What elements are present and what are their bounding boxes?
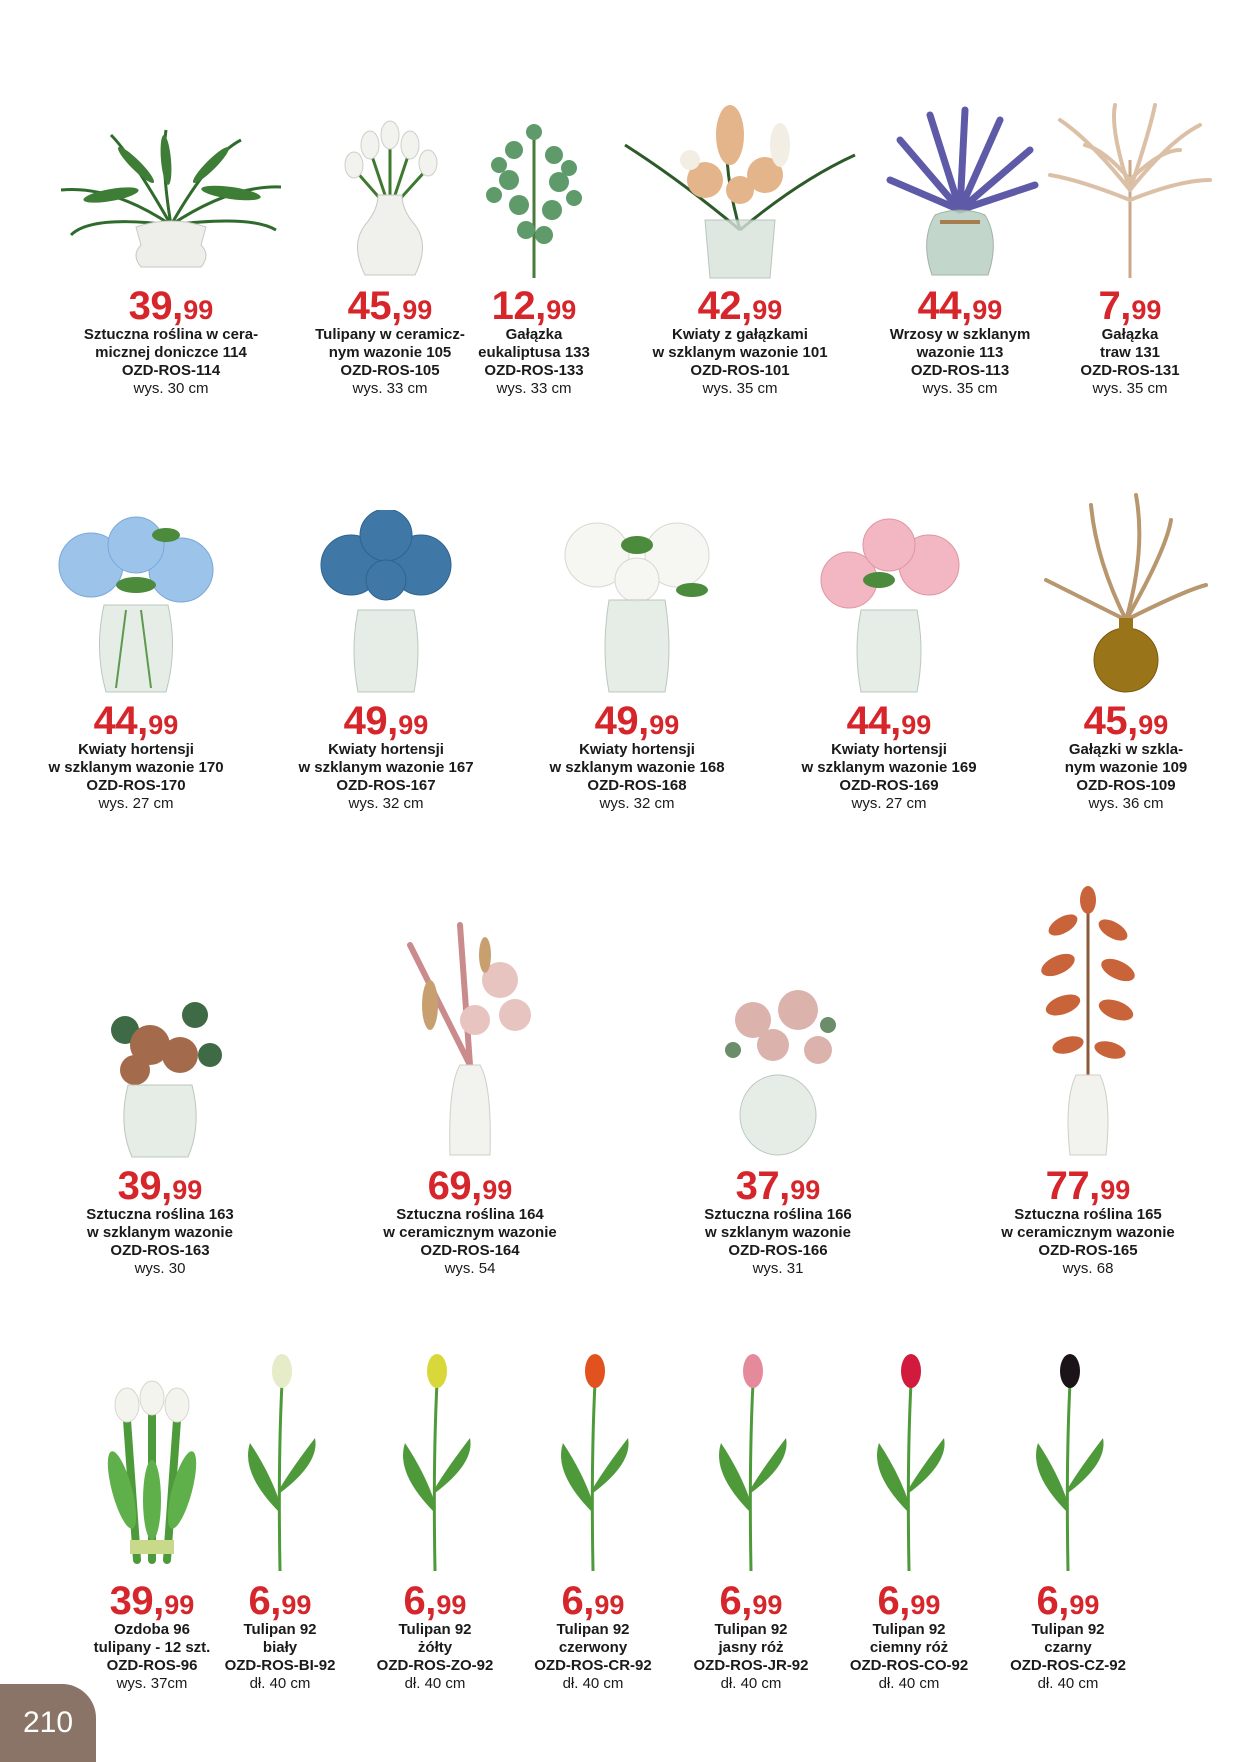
pink-hydrangea-glass-vase-image: [769, 510, 1009, 695]
pink-bouquet-ceramic-vase-image: [350, 915, 590, 1160]
product-size: wys. 68: [1062, 1260, 1114, 1277]
product-code: OZD-ROS-ZO-92: [376, 1657, 494, 1674]
price: 77,99: [1045, 1164, 1131, 1208]
product-card[interactable]: [517, 510, 757, 813]
product-code: OZD-ROS-109: [1076, 777, 1176, 794]
product-name-line-1: Gałązka: [505, 326, 563, 343]
price: 49,99: [343, 699, 429, 743]
product-card[interactable]: [658, 970, 898, 1278]
product-name-line-1: Ozdoba 96: [114, 1621, 190, 1638]
product-name-line-2: nym wazonie 105: [328, 344, 452, 361]
product-code: OZD-ROS-101: [690, 362, 790, 379]
product-code: OZD-ROS-165: [1038, 1242, 1138, 1259]
product-card[interactable]: [1006, 490, 1246, 813]
product-code: OZD-ROS-105: [340, 362, 440, 379]
product-name-line-2: micznej doniczce 114: [95, 344, 247, 361]
product-size: dł. 40 cm: [404, 1675, 466, 1692]
product-code: OZD-ROS-114: [121, 362, 221, 379]
product-card[interactable]: [1010, 100, 1250, 398]
product-size: wys. 30: [134, 1260, 186, 1277]
product-name-line-2: w ceramicznym wazonie: [383, 1224, 557, 1241]
product-code: OZD-ROS-164: [420, 1242, 520, 1259]
blue-hydrangea-glass-vase-image: [266, 510, 506, 695]
price: 6,99: [719, 1579, 783, 1623]
product-name-line-1: Kwiaty hortensji: [579, 741, 695, 758]
price: 49,99: [594, 699, 680, 743]
black-tulip-image: [968, 1343, 1168, 1575]
product-size: dł. 40 cm: [1037, 1675, 1099, 1692]
product-card[interactable]: [350, 915, 590, 1278]
product-card[interactable]: [414, 110, 654, 398]
product-card[interactable]: [40, 985, 280, 1278]
product-code: OZD-ROS-CR-92: [534, 1657, 652, 1674]
product-size: wys. 33 cm: [496, 380, 572, 397]
product-card[interactable]: [16, 510, 256, 813]
tulip-blossom: [427, 1354, 447, 1388]
product-name-line-2: nym wazonie 109: [1064, 759, 1188, 776]
product-size: wys. 54: [444, 1260, 496, 1277]
page-number: 210: [0, 1684, 96, 1762]
price: 6,99: [561, 1579, 625, 1623]
product-name-line-2: jasny róż: [718, 1639, 784, 1656]
price: 45,99: [347, 284, 433, 328]
price: 6,99: [877, 1579, 941, 1623]
price: 6,99: [403, 1579, 467, 1623]
tulip-blossom: [585, 1354, 605, 1388]
product-name-line-2: tulipany - 12 szt.: [93, 1639, 211, 1656]
product-code: OZD-ROS-170: [86, 777, 186, 794]
price: 39,99: [109, 1579, 195, 1623]
product-name-line-2: żółty: [417, 1639, 453, 1656]
roses-round-glass-vase-image: [658, 970, 898, 1160]
price: 39,99: [128, 284, 214, 328]
product-name-line-1: Sztuczna roślina 166: [704, 1206, 852, 1223]
product-name-line-2: w szklanym wazonie: [705, 1224, 851, 1241]
product-name-line-1: Kwiaty hortensji: [831, 741, 947, 758]
product-name-line-2: wazonie 113: [916, 344, 1004, 361]
product-code: OZD-ROS-166: [728, 1242, 828, 1259]
product-card[interactable]: [968, 1343, 1168, 1693]
product-size: wys. 36 cm: [1088, 795, 1164, 812]
price: 37,99: [735, 1164, 821, 1208]
product-name-line-1: Kwiaty hortensji: [78, 741, 194, 758]
product-size: wys. 30 cm: [133, 380, 209, 397]
product-card[interactable]: [620, 100, 860, 398]
tulip-blossom: [1060, 1354, 1080, 1388]
product-size: wys. 31: [752, 1260, 804, 1277]
price: 45,99: [1083, 699, 1169, 743]
product-size: wys. 35 cm: [1092, 380, 1168, 397]
product-size: dł. 40 cm: [720, 1675, 782, 1692]
price: 44,99: [917, 284, 1003, 328]
price: 39,99: [117, 1164, 203, 1208]
product-name-line-2: czarny: [1044, 1639, 1092, 1656]
product-name-line-1: Tulipan 92: [872, 1621, 946, 1638]
product-name-line-1: Gałązki w szkla-: [1068, 741, 1184, 758]
product-size: wys. 35 cm: [922, 380, 998, 397]
product-name-line-1: Sztuczna roślina 164: [396, 1206, 544, 1223]
product-code: OZD-ROS-167: [336, 777, 436, 794]
product-card[interactable]: [769, 510, 1009, 813]
product-size: wys. 37cm: [116, 1675, 188, 1692]
product-name-line-2: ciemny róż: [869, 1639, 949, 1656]
price: 44,99: [846, 699, 932, 743]
product-name-line-1: Kwiaty z gałązkami: [672, 326, 808, 343]
product-name-line-2: w szklanym wazonie 170: [48, 759, 224, 776]
product-name-line-1: Wrzosy w szklanym: [889, 326, 1031, 343]
product-name-line-1: Sztuczna roślina w cera-: [83, 326, 259, 343]
product-name-line-2: w szklanym wazonie 168: [549, 759, 725, 776]
product-name-line-1: Gałązka: [1101, 326, 1159, 343]
product-size: wys. 27 cm: [851, 795, 927, 812]
product-name-line-2: w ceramicznym wazonie: [1001, 1224, 1175, 1241]
fern-ceramic-pot-image: [51, 115, 291, 280]
product-code: OZD-ROS-BI-92: [224, 1657, 336, 1674]
product-code: OZD-ROS-113: [910, 362, 1010, 379]
product-card[interactable]: [266, 510, 506, 813]
product-code: OZD-ROS-169: [839, 777, 939, 794]
price: 42,99: [697, 284, 783, 328]
product-name-line-1: Tulipan 92: [1031, 1621, 1105, 1638]
product-size: dł. 40 cm: [562, 1675, 624, 1692]
price: 12,99: [491, 284, 577, 328]
product-name-line-1: Tulipany w ceramicz-: [315, 326, 465, 343]
product-name-line-2: w szklanym wazonie 101: [652, 344, 828, 361]
product-name-line-2: biały: [262, 1639, 298, 1656]
product-size: wys. 33 cm: [352, 380, 428, 397]
product-name-line-1: Kwiaty hortensji: [328, 741, 444, 758]
price: 7,99: [1098, 284, 1162, 328]
product-code: OZD-ROS-168: [587, 777, 687, 794]
price: 6,99: [1036, 1579, 1100, 1623]
product-name-line-1: Tulipan 92: [243, 1621, 317, 1638]
flowers-branches-glass-vase-image: [620, 100, 860, 280]
product-code: OZD-ROS-133: [484, 362, 584, 379]
product-name-line-2: czerwony: [558, 1639, 628, 1656]
twigs-amber-glass-vase-image: [1006, 490, 1246, 695]
price: 6,99: [248, 1579, 312, 1623]
product-name-line-2: traw 131: [1099, 344, 1161, 361]
white-hydrangea-glass-vase-image: [517, 510, 757, 695]
product-size: wys. 32 cm: [348, 795, 424, 812]
product-code: OZD-ROS-CZ-92: [1010, 1657, 1126, 1674]
product-card[interactable]: [968, 885, 1208, 1278]
product-size: dł. 40 cm: [878, 1675, 940, 1692]
product-name-line-2: w szklanym wazonie 169: [801, 759, 977, 776]
product-size: wys. 32 cm: [599, 795, 675, 812]
tulip-blossom: [272, 1354, 292, 1388]
product-code: OZD-ROS-CO-92: [849, 1657, 969, 1674]
grass-sprig-image: [1010, 100, 1250, 280]
price: 44,99: [93, 699, 179, 743]
tulip-blossom: [901, 1354, 921, 1388]
product-name-line-1: Tulipan 92: [398, 1621, 472, 1638]
tulip-blossom: [743, 1354, 763, 1388]
product-size: wys. 27 cm: [98, 795, 174, 812]
product-name-line-2: eukaliptusa 133: [478, 344, 590, 361]
price: 69,99: [427, 1164, 513, 1208]
product-name-line-2: w szklanym wazonie 167: [298, 759, 474, 776]
product-size: dł. 40 cm: [249, 1675, 311, 1692]
product-name-line-1: Sztuczna roślina 165: [1014, 1206, 1162, 1223]
product-code: OZD-ROS-JR-92: [693, 1657, 809, 1674]
product-size: wys. 35 cm: [702, 380, 778, 397]
autumn-plant-glass-vase-image: [40, 985, 280, 1160]
product-code: OZD-ROS-96: [106, 1657, 198, 1674]
eucalyptus-sprig-image: [414, 110, 654, 280]
product-code: OZD-ROS-131: [1080, 362, 1180, 379]
product-name-line-2: w szklanym wazonie: [87, 1224, 233, 1241]
product-name-line-1: Sztuczna roślina 163: [86, 1206, 234, 1223]
product-name-line-1: Tulipan 92: [714, 1621, 788, 1638]
product-name-line-1: Tulipan 92: [556, 1621, 630, 1638]
orange-leaves-ceramic-vase-image: [968, 885, 1208, 1160]
product-code: OZD-ROS-163: [110, 1242, 210, 1259]
light-blue-hydrangea-glass-vase-image: [16, 510, 256, 695]
product-card[interactable]: [51, 115, 291, 398]
